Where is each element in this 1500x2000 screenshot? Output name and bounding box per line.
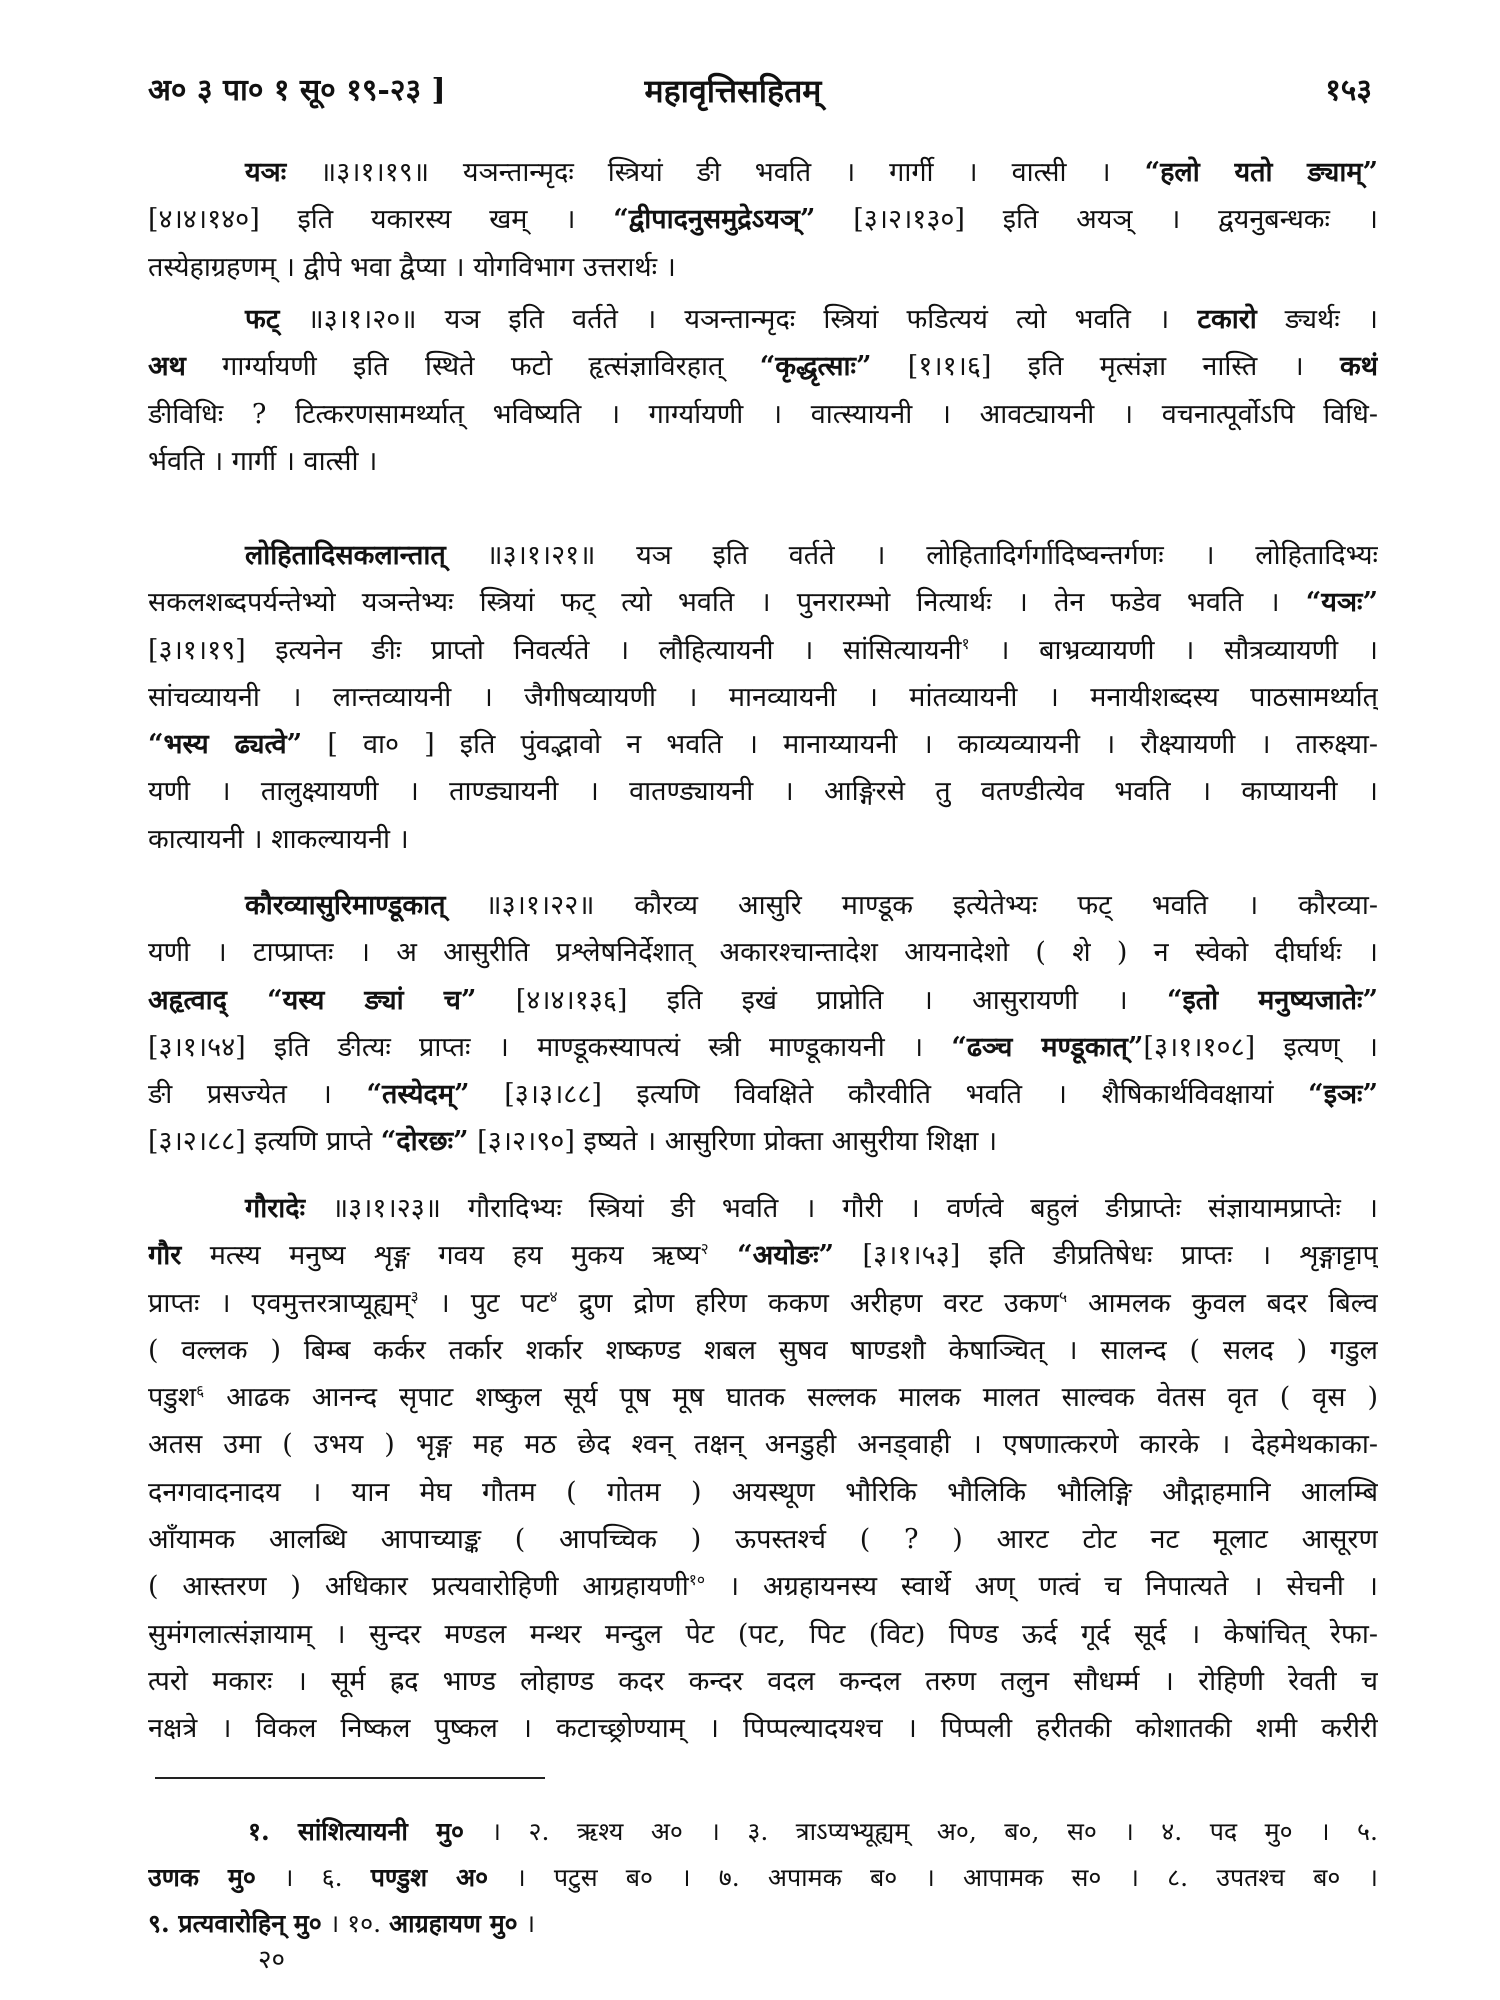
text-run: सांचव्यायनी । लान्तव्यायनी । जैगीषव्यायणी । मानव्यायनी । मांतव्यायनी । मनायीशब्दस्य पाठसामर्थ्यात् — [148, 681, 1378, 713]
text-line — [148, 816, 1378, 863]
text-run: [३।२।९०] इष्यते । आसुरिणा प्रोक्ता आसुरीया शिक्षा । — [468, 1126, 998, 1158]
text-line — [148, 1327, 1378, 1374]
text-run: [३।१।५३] इति ङीप्रतिषेधः प्राप्तः । शृङ्गाट्टाप् — [834, 1240, 1378, 1272]
text-run: नक्षत्रे । विकल निष्कल पुष्कल । कटाच्छ्रोण्याम् । पिप्पल्यादयश्च । पिप्पली हरीतकी कोशातकी शमी करीरी — [148, 1713, 1378, 1745]
text-run: [१।१।६] इति मृत्संज्ञा नास्ति । — [871, 351, 1340, 383]
text-line — [148, 532, 1378, 579]
bold-text: ९. प्रत्यवारोहिन् मु० — [148, 1909, 322, 1938]
bold-text: गौर — [148, 1240, 182, 1272]
bold-text: “हलो यतो ङ्याम्” — [1144, 157, 1378, 188]
text-run: ङीविधिः ? टित्करणसामर्थ्यात् भविष्यति । गार्ग्यायणी । वात्स्यायनी । आवट्यायनी । वचनात्पूर्वोऽपि विधि- — [148, 398, 1378, 430]
text-line — [148, 579, 1378, 626]
commentary-paragraph — [148, 1185, 1378, 1753]
bold-text: “यस्य ङ्यां च” — [226, 984, 477, 1016]
text-run: मत्स्य मनुष्य शृङ्ग गवय हय मुकय ऋष्य — [181, 1240, 701, 1272]
bold-text: टकारो — [1197, 304, 1257, 335]
text-run: ॥३।१।२३॥ गौरादिभ्यः स्त्रियां ङी भवति । गौरी । वर्णत्वे बहुलं ङीप्राप्तेः संज्ञायामप्राप्तेः । — [305, 1193, 1378, 1224]
text-line — [148, 149, 1378, 196]
text-line — [148, 1024, 1378, 1071]
text-run: कात्यायनी । शाकल्यायनी । — [148, 823, 409, 855]
bold-text: लोहितादिसकलान्तात् — [245, 540, 446, 571]
running-head-reference: अ० ३ पा० १ सू० १९-२३ ] — [148, 73, 446, 108]
text-line — [148, 196, 1378, 243]
text-run: ॥३।१।२२॥ कौरव्य आसुरि माण्डूक इत्येतेभ्यः फट् भवति । कौरव्या- — [445, 890, 1378, 921]
footnote-marker: ३ — [410, 1286, 419, 1306]
footnote-marker: ६ — [196, 1381, 205, 1401]
footnote-marker: ५ — [1058, 1286, 1068, 1306]
footnotes — [148, 1809, 1378, 1947]
text-line — [148, 1901, 1378, 1947]
text-run: । बाभ्रव्यायणी । सौत्रव्यायणी । — [969, 634, 1378, 666]
bold-text: “ढञ्च मण्डूकात्” — [951, 1031, 1144, 1063]
bold-text: “अयोङः” — [737, 1240, 835, 1272]
text-run: प्राप्तः । एवमुत्तरत्राप्यूह्यम् — [148, 1287, 411, 1319]
text-run — [709, 1240, 737, 1271]
footnote-marker: २ — [700, 1239, 709, 1259]
text-line — [148, 391, 1378, 438]
text-line — [148, 882, 1378, 929]
text-line — [148, 1855, 1378, 1901]
text-line — [148, 1705, 1378, 1752]
text-run: । १०. — [321, 1909, 390, 1938]
text-run: ङी प्रसज्येत । — [148, 1079, 367, 1111]
text-line — [148, 977, 1378, 1024]
text-line — [148, 1658, 1378, 1705]
text-line — [148, 1374, 1378, 1421]
footnote-divider — [155, 1777, 545, 1779]
bold-text: “यञः” — [1305, 587, 1378, 619]
text-line — [148, 1421, 1378, 1468]
text-line — [148, 1469, 1378, 1516]
running-head-title: महावृत्तिसहितम् — [644, 72, 822, 110]
text-line — [148, 768, 1378, 815]
text-run: पडुश — [148, 1382, 197, 1414]
commentary-paragraph — [148, 532, 1378, 863]
text-run: [४।४।१४०] इति यकारस्य खम् । — [148, 204, 614, 236]
bold-text: फट् — [245, 304, 280, 335]
bold-text: उणक मु० — [148, 1863, 256, 1892]
text-run: [३।२।१३०] इति अयञ् । द्वयनुबन्धकः । — [815, 204, 1378, 236]
text-run: यणी । टाप्प्राप्तः । अ आसुरीति प्रश्लेषनिर्देशात् अकारश्चान्तादेश आयनादेशो ( शे ) न स्वेको दीर्घार्थः । — [148, 937, 1378, 969]
text-run: गार्ग्यायणी इति स्थिते फटो हृत्संज्ञाविरहात् — [185, 351, 760, 383]
text-line — [148, 1071, 1378, 1118]
text-run: । पटुस ब० । ७. अपामक ब० । आपामक स० । ८. उपतश्च ब० । — [488, 1863, 1378, 1892]
commentary-paragraph — [148, 882, 1378, 1166]
text-line — [148, 296, 1378, 343]
text-run: [३।१।१०८] इत्यण् । — [1143, 1031, 1378, 1063]
bold-text: अथ — [148, 351, 186, 383]
text-run: तस्येहाग्रहणम् । द्वीपे भवा द्वैप्या । योगविभाग उत्तरार्थः । — [148, 251, 676, 283]
footnote-marker: १० — [688, 1570, 705, 1590]
text-run: । पुट पट — [418, 1287, 550, 1319]
bold-text: आग्रहायण मु० — [389, 1909, 518, 1938]
text-run: ( वल्लक ) बिम्ब कर्कर तर्कार शर्कार शष्कण्ड शबल सुषव षाण्डशौ केषाञ्चित् । सालन्द ( सलद ) गडुल — [148, 1334, 1378, 1366]
page-number: १५३ — [1325, 73, 1372, 108]
footnote-marker: ४ — [549, 1286, 558, 1306]
bold-text: “कृद्धृत्साः” — [759, 351, 872, 383]
text-run: [३।३।८८] इत्यणि विवक्षिते कौरवीति भवति । शैषिकार्थविवक्षायां — [469, 1079, 1309, 1111]
commentary-paragraph — [148, 296, 1378, 485]
text-line — [148, 627, 1378, 674]
text-line — [148, 1232, 1378, 1279]
text-line — [148, 1118, 1378, 1165]
text-run: अतस उमा ( उभय ) भृङ्ग मह मठ छेद श्वन् तक्षन् अनडुही अनड्वाही । एषणात्करणे कारके । देहमेथकाका- — [148, 1429, 1378, 1461]
text-line — [148, 1516, 1378, 1563]
text-run: ॥३।१।२०॥ यञ इति वर्तते । यञन्तान्मृदः स्त्रियां फडित्ययं त्यो भवति । — [279, 304, 1198, 335]
text-run: सुमंगलात्संज्ञायाम् । सुन्दर मण्डल मन्थर मन्दुल पेट (पट, पिट (विट) पिण्ड ऊर्द गूर्द सूर्द । केषांचित् रेफा- — [148, 1618, 1378, 1650]
bold-text: “इञः” — [1308, 1079, 1378, 1111]
text-run: र्भवति । गार्गी । वात्सी । — [148, 445, 378, 477]
text-line — [148, 1185, 1378, 1232]
text-line — [148, 1809, 1378, 1855]
bold-text: “तस्येदम्” — [366, 1079, 470, 1111]
text-run: ङ्यर्थः । — [1256, 304, 1378, 335]
text-line — [148, 721, 1378, 768]
text-run: आमलक कुवल बदर बिल्व — [1067, 1287, 1378, 1319]
bold-text: “भस्य ढ्यत्वे” — [148, 729, 303, 761]
text-run: [३।१।१९] इत्यनेन ङीः प्राप्तो निवर्त्यते । लौहित्यायनी । सांसित्यायनी — [148, 634, 962, 666]
text-run: ॥३।१।२१॥ यञ इति वर्तते । लोहितादिर्गर्गादिष्वन्तर्गणः । लोहितादिभ्यः — [445, 540, 1378, 571]
text-run: ॥३।१।१९॥ यञन्तान्मृदः स्त्रियां ङी भवति । गार्गी । वात्सी । — [286, 157, 1145, 188]
text-run: त्परो मकारः । सूर्म ह्रद भाण्ड लोहाण्ड कदर कन्दर वदल कन्दल तरुण तलुन सौधर्म्म । रोहिणी रेवती च — [148, 1665, 1378, 1697]
text-line — [148, 343, 1378, 390]
text-line — [148, 244, 1378, 291]
bold-text: “दोरछः” — [380, 1126, 469, 1158]
text-line — [148, 1611, 1378, 1658]
bold-text: पण्डुश अ० — [370, 1863, 489, 1892]
text-run: आँयामक आलब्धि आपाच्याङ्क ( आपच्चिक ) ऊपस्तर्श्च ( ? ) आरट टोट नट मूलाट आसूरण — [148, 1524, 1378, 1556]
text-run: सकलशब्दपर्यन्तेभ्यो यञन्तेभ्यः स्त्रियां फट् त्यो भवति । पुनरारम्भो नित्यार्थः । तेन फडेव भवति । — [148, 587, 1306, 619]
text-run: । अग्रहायनस्य स्वार्थे अण् णत्वं च निपात्यते । सेचनी । — [704, 1571, 1378, 1603]
bold-text: गौरादेः — [245, 1193, 306, 1224]
bold-text: १. सांशित्यायनी मु० — [248, 1817, 465, 1846]
bold-text: कथं — [1340, 351, 1378, 383]
signature-mark: २० — [258, 1945, 286, 1975]
text-run: । — [517, 1909, 536, 1938]
text-line — [148, 929, 1378, 976]
text-run: । २. ऋश्य अ० । ३. त्राऽप्यभ्यूह्यम् अ०, ब०, स० । ४. पद मु० । ५. — [464, 1817, 1378, 1846]
text-run: आढक आनन्द सृपाट शष्कुल सूर्य पूष मूष घातक सल्लक मालक मालत साल्वक वेतस वृत ( वृस ) — [204, 1382, 1378, 1414]
text-line — [148, 1563, 1378, 1610]
bold-text: कौरव्यासुरिमाण्डूकात् — [245, 890, 446, 921]
bold-text: “इतो मनुष्यजातेः” — [1166, 984, 1378, 1016]
text-run: [ वा० ] इति पुंवद्भावो न भवति । मानाय्यायनी । काव्यव्यायनी । रौक्ष्यायणी । तारुक्ष्या- — [302, 729, 1378, 761]
text-run: [३।१।५४] इति ङीत्यः प्राप्तः । माण्डूकस्यापत्यं स्त्री माण्डूकायनी । — [148, 1031, 952, 1063]
text-run: ( आस्तरण ) अधिकार प्रत्यवारोहिणी आग्रहायणी — [148, 1571, 689, 1603]
text-line — [148, 674, 1378, 721]
text-run: [३।२।८८] इत्यणि प्राप्ते — [148, 1126, 381, 1158]
text-line — [148, 438, 1378, 485]
text-run: यणी । तालुक्ष्यायणी । ताण्ड्यायनी । वातण्ड्यायनी । आङ्गिरसे तु वतण्डीत्येव भवति । काप्यायनी । — [148, 776, 1378, 808]
bold-text: “द्वीपादनुसमुद्रेऽयञ्” — [613, 204, 816, 236]
commentary-paragraph — [148, 149, 1378, 291]
bold-text: यञः — [245, 157, 287, 188]
text-run: दनगवादनादय । यान मेघ गौतम ( गोतम ) अयस्थूण भौरिकि भौलिकि भौलिङ्गि औद्गाहमानि आलम्बि — [148, 1476, 1378, 1508]
text-line — [148, 1280, 1378, 1327]
footnote-marker: १ — [961, 633, 970, 653]
text-run: [४।४।१३६] इति इखं प्राप्नोति । आसुरायणी । — [476, 984, 1167, 1016]
text-run: द्रुण द्रोण हरिण ककण अरीहण वरट उकण — [557, 1287, 1059, 1319]
bold-text: अहृत्वाद् — [148, 984, 227, 1016]
text-run: । ६. — [255, 1863, 371, 1892]
